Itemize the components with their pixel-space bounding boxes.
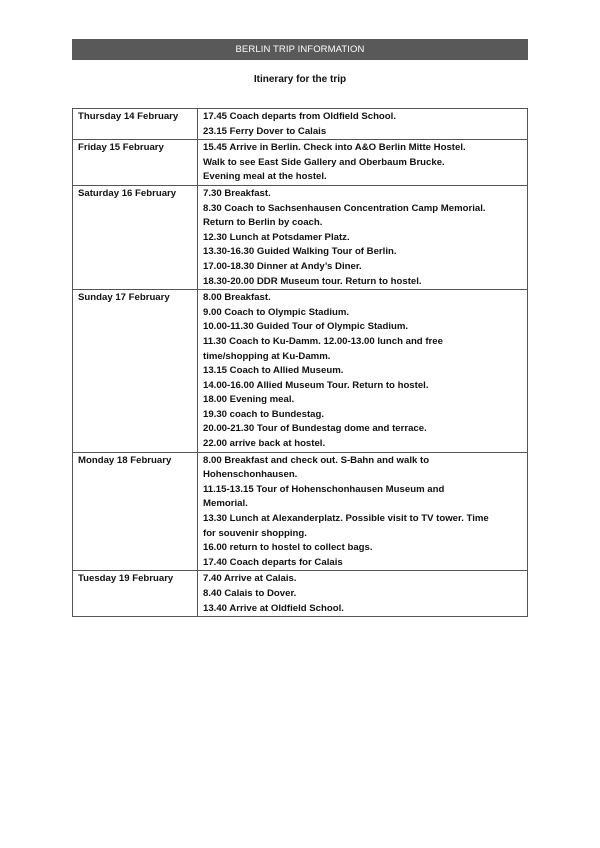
schedule-line: 22.00 arrive back at hostel. <box>203 438 326 450</box>
day-label: Monday 18 February <box>78 454 172 466</box>
schedule-cell <box>198 452 528 571</box>
schedule-line: 18.30-20.00 DDR Museum tour. Return to hostel. <box>203 275 422 287</box>
schedule-line: 13.30 Lunch at Alexanderplatz. Possible visit to TV tower. Time <box>203 513 489 525</box>
schedule-line: 7.30 Breakfast. <box>203 187 271 199</box>
schedule-line: 11.15-13.15 Tour of Hohenschonhausen Museum and <box>203 483 445 495</box>
schedule-line: 13.30-16.30 Guided Walking Tour of Berlin. <box>203 246 397 258</box>
itinerary-heading: Itinerary for the trip <box>253 74 347 85</box>
itinerary-table <box>72 108 528 617</box>
table-row <box>73 140 528 186</box>
schedule-line: Hohenschonhausen. <box>203 469 298 481</box>
table-row <box>73 185 528 289</box>
schedule-cell <box>198 109 528 140</box>
schedule-line: 13.40 Arrive at Oldfield School. <box>203 602 344 614</box>
schedule-line: 17.00-18.30 Dinner at Andy’s Diner. <box>203 260 362 272</box>
schedule-line: for souvenir shopping. <box>203 527 307 539</box>
header-bar <box>72 39 528 60</box>
schedule-cell <box>198 185 528 289</box>
schedule-line: 8.00 Breakfast and check out. S-Bahn and walk to <box>203 454 430 466</box>
schedule-line: 8.00 Breakfast. <box>203 292 271 304</box>
day-cell <box>73 290 198 453</box>
schedule-line: 19.30 coach to Bundestag. <box>203 408 325 420</box>
schedule-line: 18.00 Evening meal. <box>203 394 295 406</box>
table-row <box>73 109 528 140</box>
schedule-line: Return to Berlin by coach. <box>203 217 323 229</box>
schedule-line: 13.15 Coach to Allied Museum. <box>203 365 344 377</box>
table-row <box>73 290 528 453</box>
day-cell <box>73 185 198 289</box>
schedule-line: Memorial. <box>203 498 248 510</box>
schedule-cell <box>198 290 528 453</box>
schedule-line: 23.15 Ferry Dover to Calais <box>203 125 327 137</box>
day-cell <box>73 452 198 571</box>
schedule-line: time/shopping at Ku-Damm. <box>203 350 331 362</box>
day-cell <box>73 571 198 617</box>
schedule-line: Evening meal at the hostel. <box>203 171 327 183</box>
schedule-line: Walk to see East Side Gallery and Oberbaum Brucke. <box>203 156 445 168</box>
schedule-line: 9.00 Coach to Olympic Stadium. <box>203 306 350 318</box>
schedule-line: 20.00-21.30 Tour of Bundestag dome and terrace. <box>203 423 427 435</box>
schedule-line: 8.30 Coach to Sachsenhausen Concentration Camp Memorial. <box>203 202 486 214</box>
schedule-line: 12.30 Lunch at Potsdamer Platz. <box>203 231 350 243</box>
document-title: BERLIN TRIP INFORMATION <box>235 44 365 55</box>
schedule-line: 8.40 Calais to Dover. <box>203 588 297 599</box>
schedule-cell <box>198 140 528 186</box>
schedule-line: 17.45 Coach departs from Oldfield School. <box>203 111 396 122</box>
schedule-line: 14.00-16.00 Allied Museum Tour. Return to hostel. <box>203 379 429 391</box>
schedule-line: 17.40 Coach departs for Calais <box>203 556 343 568</box>
day-label: Saturday 16 February <box>78 187 177 199</box>
schedule-line: 11.30 Coach to Ku-Damm. 12.00-13.00 lunch and free <box>203 335 443 347</box>
schedule-cell <box>198 571 528 617</box>
day-label: Sunday 17 February <box>78 292 170 304</box>
day-cell <box>73 140 198 186</box>
table-row <box>73 571 528 617</box>
table-row <box>73 452 528 571</box>
schedule-line: 15.45 Arrive in Berlin. Check into A&O Berlin Mitte Hostel. <box>203 142 466 154</box>
schedule-line: 10.00-11.30 Guided Tour of Olympic Stadium. <box>203 321 409 333</box>
schedule-line: 16.00 return to hostel to collect bags. <box>203 542 373 554</box>
day-label: Thursday 14 February <box>78 111 179 122</box>
schedule-line: 7.40 Arrive at Calais. <box>203 573 297 585</box>
day-label: Tuesday 19 February <box>78 573 174 585</box>
day-label: Friday 15 February <box>78 142 164 154</box>
day-cell <box>73 109 198 140</box>
